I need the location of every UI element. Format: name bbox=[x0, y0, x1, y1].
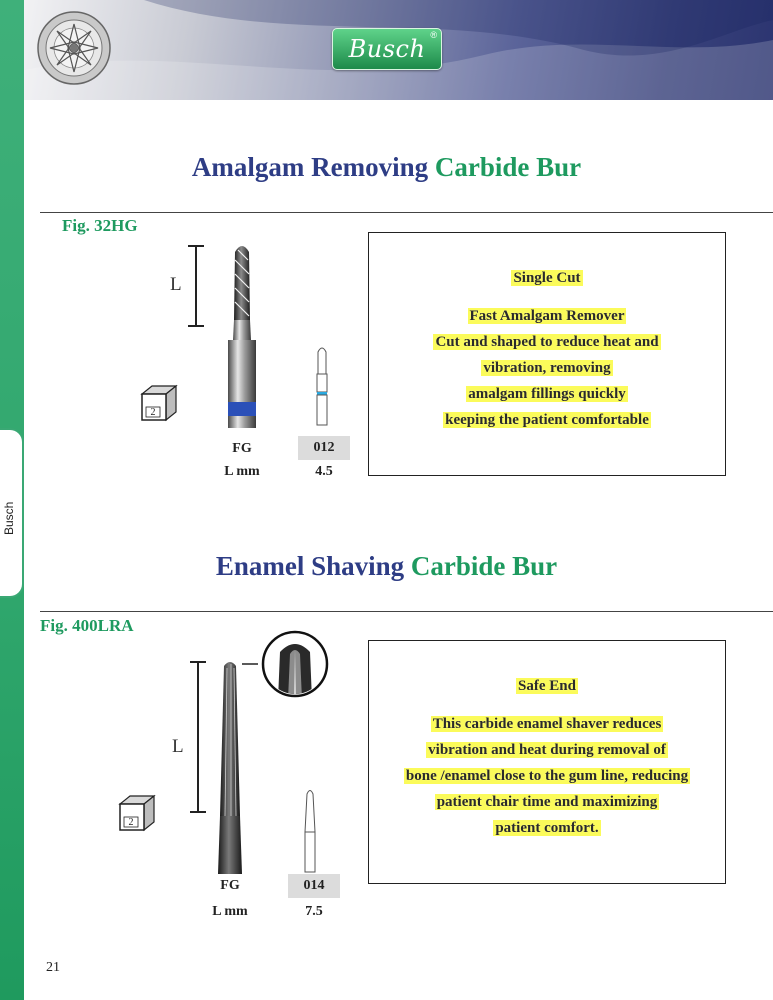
desc-title: Safe End bbox=[518, 678, 576, 694]
busch-seal-icon bbox=[36, 10, 112, 86]
desc-line: bone /enamel close to the gum line, reducing bbox=[405, 768, 689, 784]
desc-title: Single Cut bbox=[513, 270, 581, 286]
description-box bbox=[368, 232, 726, 476]
spec-type-label: FG bbox=[232, 441, 252, 456]
desc-line: Fast Amalgam Remover bbox=[469, 308, 625, 324]
section-divider bbox=[40, 212, 773, 213]
logo-text: Busch bbox=[348, 35, 426, 63]
tip-magnifier-icon bbox=[240, 630, 332, 700]
description-box bbox=[368, 640, 726, 884]
fig-label: Fig. 400LRA bbox=[40, 616, 134, 635]
section-divider bbox=[40, 611, 773, 612]
package-quantity: 2 bbox=[150, 407, 156, 418]
title-part-blue: Enamel Shaving bbox=[215, 551, 405, 581]
desc-line: amalgam fillings quickly bbox=[468, 386, 626, 402]
fig-label: Fig. 32HG bbox=[62, 216, 138, 235]
title-part-green: Carbide Bur bbox=[410, 551, 558, 581]
side-tab-label: Busch bbox=[2, 501, 16, 535]
title-part-blue: Amalgam Removing bbox=[191, 152, 429, 182]
spec-type-label: FG bbox=[220, 878, 240, 893]
desc-line: patient chair time and maximizing bbox=[436, 794, 658, 810]
bur-32hg-scale-icon bbox=[312, 344, 332, 428]
dimension-bracket bbox=[188, 660, 208, 814]
dimension-label: L bbox=[172, 736, 184, 757]
spec-length-value: 4.5 bbox=[315, 464, 333, 479]
spec-length-label: L mm bbox=[212, 904, 248, 919]
header-banner bbox=[24, 0, 773, 100]
dimension-label: L bbox=[170, 274, 182, 295]
spec-length-value: 7.5 bbox=[305, 904, 323, 919]
package-quantity-icon bbox=[114, 792, 158, 836]
desc-line: keeping the patient comfortable bbox=[445, 412, 649, 428]
bur-400lra-scale-icon bbox=[300, 786, 320, 876]
spec-length-label: L mm bbox=[224, 464, 260, 479]
registered-mark: ® bbox=[430, 30, 437, 40]
desc-line: patient comfort. bbox=[495, 820, 599, 836]
spec-size-value: 012 bbox=[298, 436, 350, 460]
page-number: 21 bbox=[46, 960, 60, 975]
dimension-bracket bbox=[186, 244, 206, 328]
title-part-green: Carbide Bur bbox=[434, 152, 582, 182]
desc-line: vibration, removing bbox=[483, 360, 611, 376]
section-title-enamel bbox=[0, 551, 773, 582]
section-title-amalgam bbox=[0, 152, 773, 183]
desc-line: This carbide enamel shaver reduces bbox=[432, 716, 662, 732]
spec-size-value: 014 bbox=[288, 874, 340, 898]
busch-logo bbox=[332, 28, 442, 70]
bur-32hg-image bbox=[222, 240, 262, 430]
desc-line: Cut and shaped to reduce heat and bbox=[435, 334, 659, 350]
desc-line: vibration and heat during removal of bbox=[428, 742, 666, 758]
package-quantity-icon bbox=[136, 382, 180, 426]
package-quantity: 2 bbox=[128, 817, 134, 828]
